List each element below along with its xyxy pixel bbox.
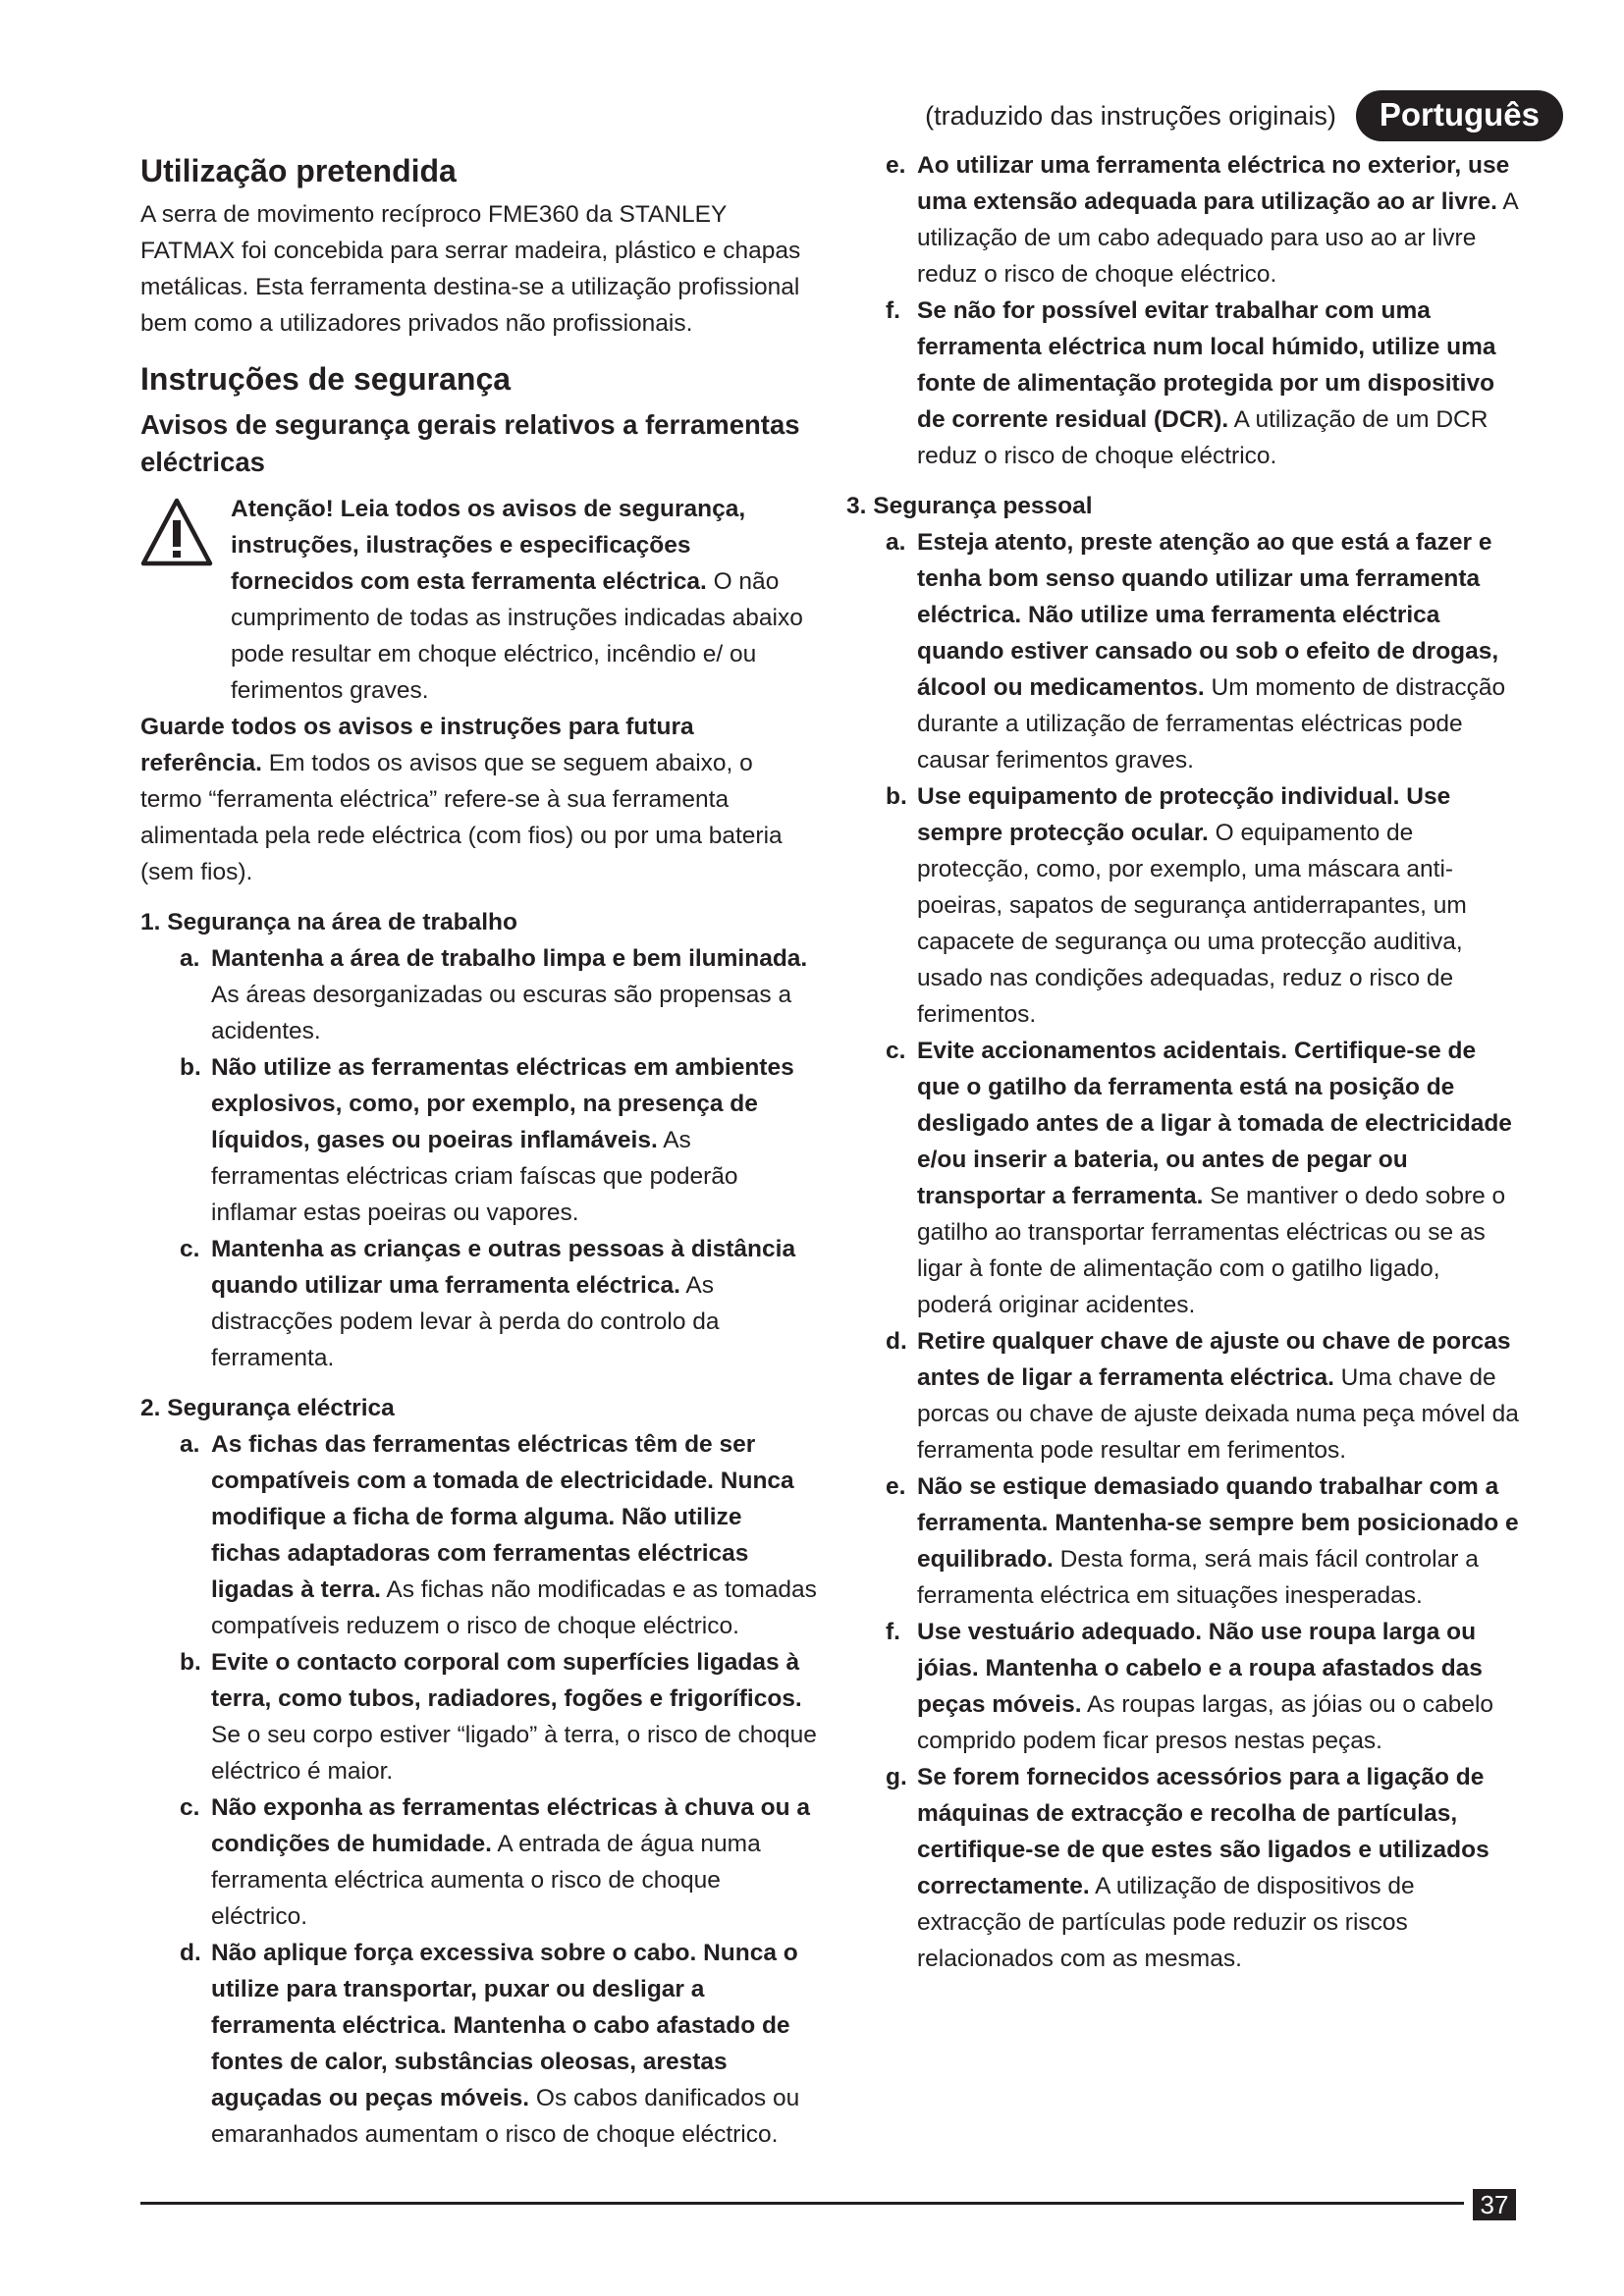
electrical-item-d: d. Não aplique força excessiva sobre o cabo. Nunca o utilize para transportar, puxar ou desligar a ferramenta eléctrica. Mantenha o cabo afastado de fontes de calor, substâncias oleosas, arestas aguçadas ou peças móveis. Os cabos danificados ou emaranhados aumentam o risco de choque eléctrico. xyxy=(180,1940,800,2148)
page-header xyxy=(925,90,1563,141)
work-area-item-c: c. Mantenha as crianças e outras pessoas à distância quando utilizar uma ferramenta eléctrica. As distracções podem levar à perda do controlo da ferramenta. xyxy=(180,1236,796,1371)
electrical-item-f: f. Se não for possível evitar trabalhar com uma ferramenta eléctrica num local húmido, utilize uma fonte de alimentação protegida por um dispositivo de corrente residual (DCR). A utilização de um DCR reduz o risco de choque eléctrico. xyxy=(886,297,1496,469)
work-area-item-b: b. Não utilize as ferramentas eléctricas em ambientes explosivos, como, por exemplo, na presença de líquidos, gases ou poeiras inflamáveis. As ferramentas eléctricas criam faíscas que poderão inflamar estas poeiras ou vapores. xyxy=(180,1054,794,1226)
translation-note: (traduzido das instruções originais) xyxy=(925,100,1336,131)
electrical-heading: 2. Segurança eléctrica xyxy=(140,1395,395,1421)
right-column xyxy=(846,147,1520,1977)
personal-item-b: b. Use equipamento de protecção individual. Use sempre protecção ocular. O equipamento de protecção, como, por exemplo, uma máscara anti-poeiras, sapatos de segurança antiderrapantes, um capacete de segurança ou uma protecção auditiva, usado nas condições adequadas, reduz o risco de ferimentos. xyxy=(886,783,1467,1028)
electrical-item-a: a. As fichas das ferramentas eléctricas têm de ser compatíveis com a tomada de electricidade. Nunca modifique a ficha de forma alguma. Não utilize fichas adaptadoras com ferramentas eléctricas ligadas à terra. As fichas não modificadas e as tomadas compatíveis reduzem o risco de choque eléctrico. xyxy=(180,1431,817,1639)
personal-item-g: g. Se forem fornecidos acessórios para a ligação de máquinas de extracção e recolha de partículas, certifique-se de que estes são ligados e utilizados correctamente. A utilização de dispositivos de extracção de partículas pode reduzir os riscos relacionados com as mesmas. xyxy=(886,1764,1489,1972)
warning-text: Atenção! Leia todos os avisos de segurança, instruções, ilustrações e especificações fornecidos com esta ferramenta eléctrica. O não cumprimento de todas as instruções indicadas abaixo pode resultar em choque eléctrico, incêndio e/ ou ferimentos graves. xyxy=(231,496,803,704)
work-area-heading: 1. Segurança na área de trabalho xyxy=(140,909,517,935)
intended-use-title: Utilização pretendida xyxy=(140,153,457,188)
personal-item-f: f. Use vestuário adequado. Não use roupa larga ou jóias. Mantenha o cabelo e a roupa afastados das peças móveis. As roupas largas, as jóias ou o cabelo comprido podem ficar presos nestas peças. xyxy=(886,1619,1494,1754)
personal-item-e: e. Não se estique demasiado quando trabalhar com a ferramenta. Mantenha-se sempre bem posicionado e equilibrado. Desta forma, será mais fácil controlar a ferramenta eléctrica em situações inesperadas. xyxy=(886,1473,1519,1609)
general-warnings-title: Avisos de segurança gerais relativos a ferramentas eléctricas xyxy=(140,409,800,477)
intended-use-text: A serra de movimento recíproco FME360 da STANLEY FATMAX foi concebida para serrar madeira, plástico e chapas metálicas. Esta ferramenta destina-se a utilização profissional bem como a utilizadores privados não profissionais. xyxy=(140,201,801,337)
electrical-item-c: c. Não exponha as ferramentas eléctricas à chuva ou a condições de humidade. A entrada de água numa ferramenta eléctrica aumenta o risco de choque eléctrico. xyxy=(180,1794,811,1930)
safety-title: Instruções de segurança xyxy=(140,361,512,397)
personal-heading: 3. Segurança pessoal xyxy=(846,493,1093,519)
left-column xyxy=(140,147,818,2153)
language-badge: Português xyxy=(1356,90,1563,141)
page-number: 37 xyxy=(1473,2189,1516,2220)
warning-block xyxy=(140,491,818,709)
warning-triangle-icon xyxy=(140,497,213,569)
personal-item-a: a. Esteja atento, preste atenção ao que está a fazer e tenha bom senso quando utilizar uma ferramenta eléctrica. Não utilize uma ferramenta eléctrica quando estiver cansado ou sob o efeito de drogas, álcool ou medicamentos. Um momento de distracção durante a utilização de ferramentas eléctricas pode causar ferimentos graves. xyxy=(886,529,1506,774)
keep-instructions-text: Guarde todos os avisos e instruções para futura referência. Em todos os avisos que se seguem abaixo, o termo “ferramenta eléctrica” refere-se à sua ferramenta alimentada pela rede eléctrica (com fios) ou por uma bateria (sem fios). xyxy=(140,714,783,885)
work-area-item-a: a. Mantenha a área de trabalho limpa e bem iluminada. As áreas desorganizadas ou escuras são propensas a acidentes. xyxy=(180,945,808,1044)
personal-item-c: c. Evite accionamentos acidentais. Certifique-se de que o gatilho da ferramenta está na posição de desligado antes de a ligar à tomada de electricidade e/ou inserir a bateria, ou antes de pegar ou transportar a ferramenta. Se mantiver o dedo sobre o gatilho ao transportar ferramentas eléctricas ou se as ligar à fonte de alimentação com o gatilho ligado, poderá originar acidentes. xyxy=(886,1038,1512,1318)
personal-item-d: d. Retire qualquer chave de ajuste ou chave de porcas antes de ligar a ferramenta eléctrica. Uma chave de porcas ou chave de ajuste deixada numa peça móvel da ferramenta pode resultar em ferimentos. xyxy=(886,1328,1519,1464)
electrical-item-b: b. Evite o contacto corporal com superfícies ligadas à terra, como tubos, radiadores, fogões e frigoríficos. Se o seu corpo estiver “ligado” à terra, o risco de choque eléctrico é maior. xyxy=(180,1649,817,1785)
footer-rule xyxy=(140,2202,1464,2205)
electrical-item-e: e. Ao utilizar uma ferramenta eléctrica no exterior, use uma extensão adequada para utilização ao ar livre. A utilização de um cabo adequado para uso ao ar livre reduz o risco de choque eléctrico. xyxy=(886,152,1518,288)
